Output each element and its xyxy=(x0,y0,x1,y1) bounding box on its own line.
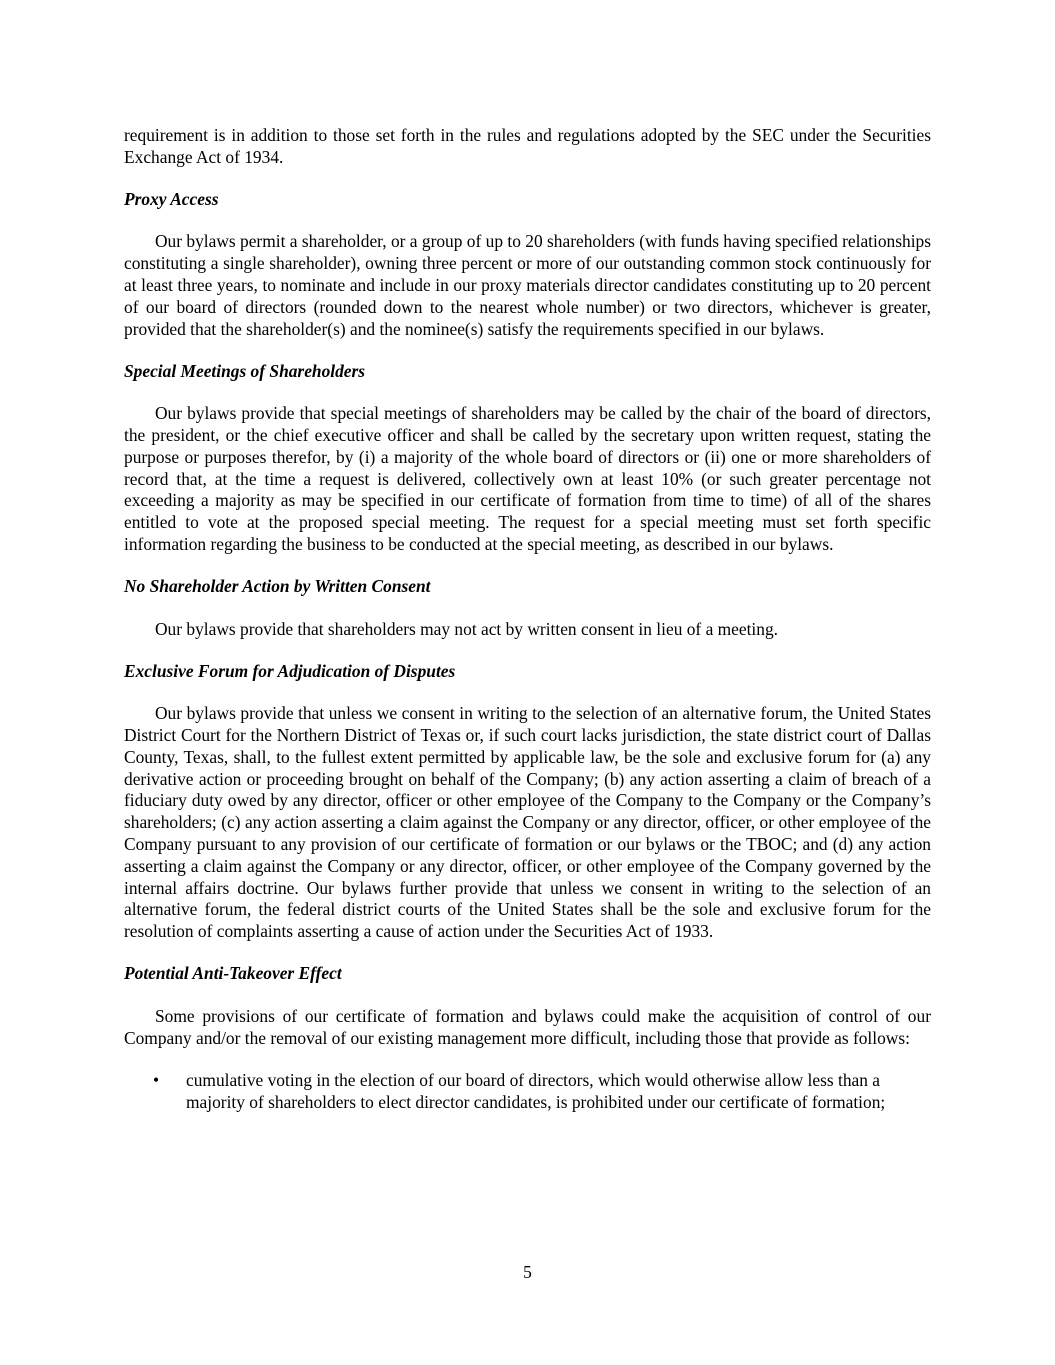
section-paragraph-special-meetings: Our bylaws provide that special meetings of shareholders may be called by the chair of the board of directors, the president, or the chief executive officer and shall be called by the secretary upon written request, stating the purpose or purposes therefor, by (i) a majority of the whole board of directors or (ii) one or more shareholders of record that, at the time a request is delivered, collectively own at least 10% (or such greater percentage not exceeding a majority as may be specified in our certificate of formation from time to time) of all of the shares entitled to vote at the proposed special meeting. The request for a special meeting must set forth specific information regarding the business to be conducted at the special meeting, as described in our bylaws. xyxy=(124,403,931,554)
section-heading-proxy-access: Proxy Access xyxy=(124,189,219,210)
section-heading-exclusive-forum: Exclusive Forum for Adjudication of Disputes xyxy=(124,660,456,681)
section-paragraph-anti-takeover: Some provisions of our certificate of formation and bylaws could make the acquisition of control of our Company and/or the removal of our existing management more difficult, including those that provide as follows: xyxy=(124,1005,931,1048)
section-heading-special-meetings: Special Meetings of Shareholders xyxy=(124,360,366,381)
section-paragraph-written-consent: Our bylaws provide that shareholders may not act by written consent in lieu of a meeting. xyxy=(155,618,778,639)
bullet-list xyxy=(124,1070,931,1114)
list-item-text: cumulative voting in the election of our board of directors, which would otherwise allow less than a majority of shareholders to elect director candidates, is prohibited under our certificate of formation; xyxy=(186,1069,886,1112)
section-heading-anti-takeover: Potential Anti-Takeover Effect xyxy=(124,963,342,984)
section-paragraph-proxy-access: Our bylaws permit a shareholder, or a group of up to 20 shareholders (with funds having specified relationships constituting a single shareholder), owning three percent or more of our outstanding common stock continuously for at least three years, to nominate and include in our proxy materials director candidates constituting up to 20 percent of our board of directors (rounded down to the nearest whole number) or two directors, whichever is greater, provided that the shareholder(s) and the nominee(s) satisfy the requirements specified in our bylaws. xyxy=(124,231,931,339)
section-heading-written-consent: No Shareholder Action by Written Consent xyxy=(124,576,431,597)
list-item xyxy=(124,1070,931,1114)
intro-paragraph: requirement is in addition to those set forth in the rules and regulations adopted by the SEC under the Securities Exchange Act of 1934. xyxy=(124,125,931,167)
page-number: 5 xyxy=(523,1262,532,1282)
section-paragraph-exclusive-forum: Our bylaws provide that unless we consent in writing to the selection of an alternative forum, the United States District Court for the Northern District of Texas or, if such court lacks jurisdiction, the state district court of Dallas County, Texas, shall, to the fullest extent permitted by applicable law, be the sole and exclusive forum for (a) any derivative action or proceeding brought on behalf of the Company; (b) any action asserting a claim of breach of a fiduciary duty owed by any director, officer or other employee of the Company to the Company or the Company’s shareholders; (c) any action asserting a claim against the Company or any director, officer, or other employee of the Company pursuant to any provision of our certificate of formation or our bylaws or the TBOC; and (d) any action asserting a claim against the Company or any director, officer, or other employee of the Company governed by the internal affairs doctrine. Our bylaws further provide that unless we consent in writing to the selection of an alternative forum, the federal district courts of the United States shall be the sole and exclusive forum for the resolution of complaints asserting a cause of action under the Securities Act of 1933. xyxy=(124,703,931,942)
document-page xyxy=(124,125,931,1113)
bullet-icon: • xyxy=(153,1069,160,1090)
